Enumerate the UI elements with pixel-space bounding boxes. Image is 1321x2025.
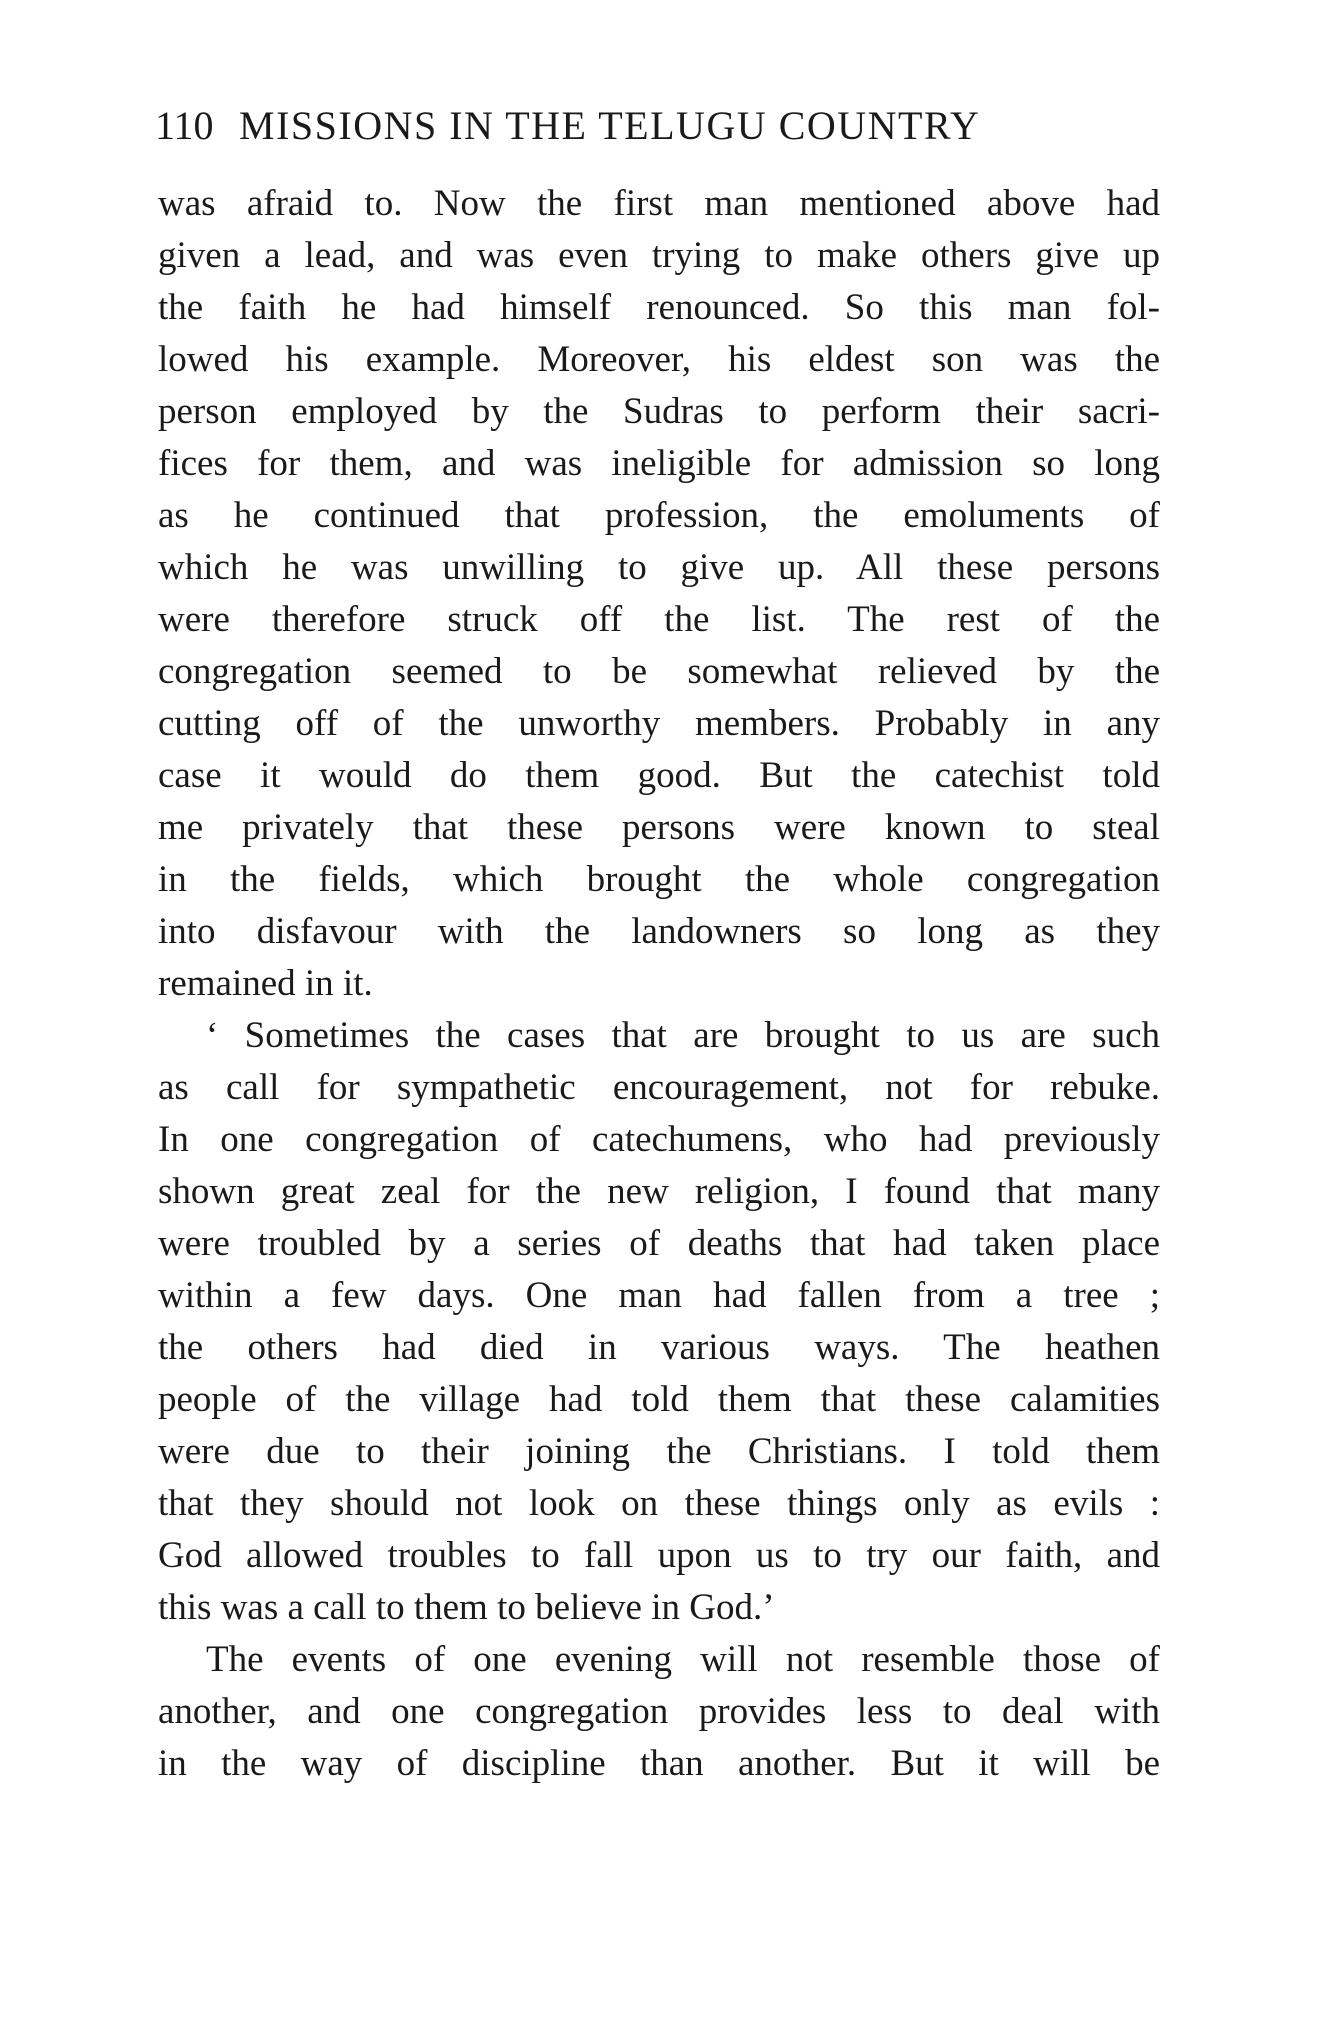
text-line: in the fields, which brought the whole congregation — [158, 859, 1160, 900]
paragraph-3 — [158, 1634, 1160, 1790]
text-line: congregation seemed to be somewhat relieved by the — [158, 651, 1160, 692]
text-line: the faith he had himself renounced. So this man fol- — [158, 287, 1160, 328]
text-line: In one congregation of catechumens, who had previously — [158, 1119, 1160, 1160]
paragraph-1 — [158, 178, 1160, 1010]
text-line: was afraid to. Now the first man mentioned above had — [158, 183, 1160, 224]
running-title: MISSIONS IN THE TELUGU COUNTRY — [239, 103, 981, 148]
text-line: lowed his example. Moreover, his eldest son was the — [158, 339, 1160, 380]
text-line: me privately that these persons were known to steal — [158, 807, 1160, 848]
text-line: that they should not look on these things only as evils : — [158, 1483, 1160, 1524]
text-line: were therefore struck off the list. The rest of the — [158, 599, 1160, 640]
text-line: within a few days. One man had fallen from a tree ; — [158, 1275, 1160, 1316]
text-line: the others had died in various ways. The heathen — [158, 1327, 1160, 1368]
text-line: remained in it. — [158, 963, 373, 1004]
paragraph-2 — [158, 1010, 1160, 1634]
text-line: into disfavour with the landowners so long as they — [158, 911, 1160, 952]
text-line: this was a call to them to believe in God.’ — [158, 1587, 775, 1628]
text-line: case it would do them good. But the catechist told — [158, 755, 1160, 796]
text-line: were troubled by a series of deaths that had taken place — [158, 1223, 1160, 1264]
text-line: shown great zeal for the new religion, I found that many — [158, 1171, 1160, 1212]
text-line: God allowed troubles to fall upon us to try our faith, and — [158, 1535, 1160, 1576]
text-line: as he continued that profession, the emoluments of — [158, 495, 1160, 536]
text-line: person employed by the Sudras to perform their sacri- — [158, 391, 1160, 432]
body-text — [158, 178, 1160, 1790]
text-line: in the way of discipline than another. But it will be — [158, 1743, 1160, 1784]
text-line: which he was unwilling to give up. All these persons — [158, 547, 1160, 588]
text-line: The events of one evening will not resemble those of — [206, 1639, 1160, 1680]
text-line: another, and one congregation provides less to deal with — [158, 1691, 1160, 1732]
text-line: people of the village had told them that these calamities — [158, 1379, 1160, 1420]
text-line: given a lead, and was even trying to make others give up — [158, 235, 1160, 276]
text-line: ‘ Sometimes the cases that are brought to us are such — [206, 1015, 1160, 1056]
text-line: as call for sympathetic encouragement, not for rebuke. — [158, 1067, 1160, 1108]
page-number: 110 — [155, 103, 214, 148]
text-line: cutting off of the unworthy members. Probably in any — [158, 703, 1160, 744]
text-line: fices for them, and was ineligible for admission so long — [158, 443, 1160, 484]
text-line: were due to their joining the Christians. I told them — [158, 1431, 1160, 1472]
running-head — [155, 98, 1175, 154]
